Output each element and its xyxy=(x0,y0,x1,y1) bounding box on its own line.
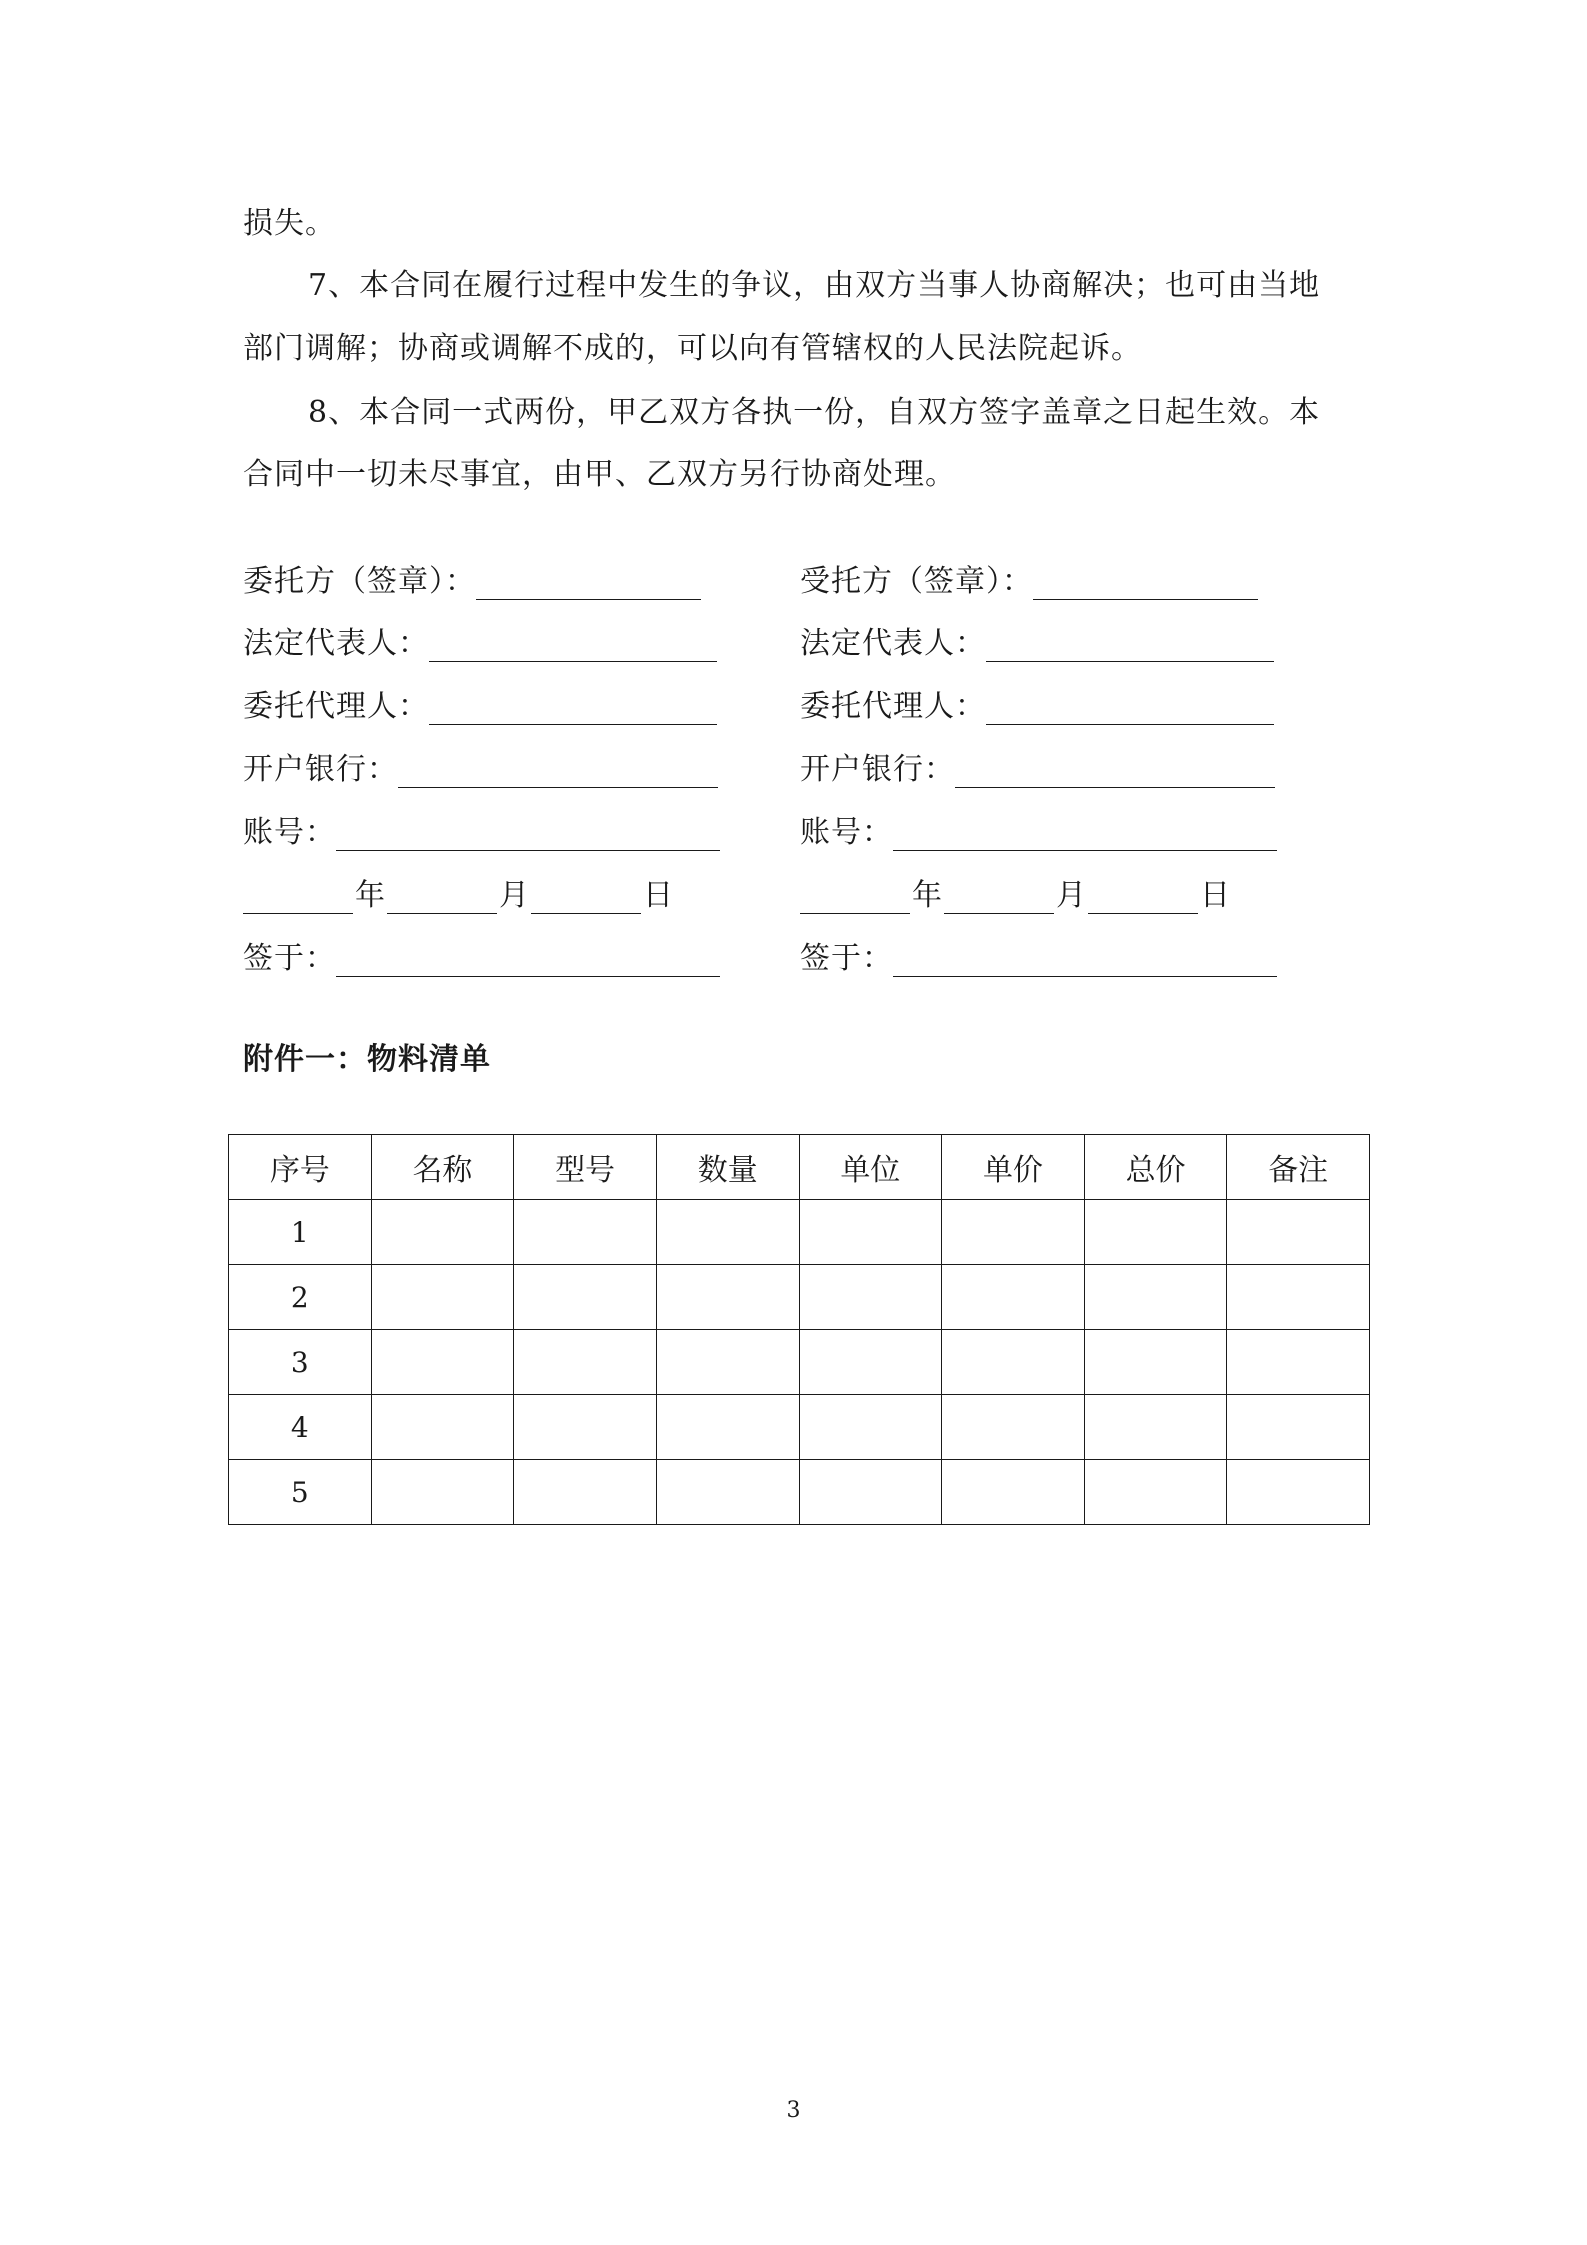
header-unit: 单位 xyxy=(799,1135,942,1200)
table-cell[interactable] xyxy=(371,1460,514,1525)
table-cell[interactable] xyxy=(514,1460,657,1525)
contractor-account-field xyxy=(800,815,1277,851)
page-number: 3 xyxy=(786,2098,801,2123)
attachment-title: 附件一：物料清单 xyxy=(243,1042,491,1077)
table-cell[interactable] xyxy=(656,1460,799,1525)
contractor-legal-rep-label: 法定代表人： xyxy=(800,626,986,661)
row-index-cell: 2 xyxy=(229,1265,372,1330)
client-agent-label: 委托代理人： xyxy=(243,689,429,724)
table-cell[interactable] xyxy=(1227,1200,1370,1265)
paragraph-line-2: 7、本合同在履行过程中发生的争议，由双方当事人协商解决；也可由当地 xyxy=(308,268,1321,303)
contractor-date-field xyxy=(800,878,1232,914)
client-agent-blank[interactable] xyxy=(429,694,717,725)
table-cell[interactable] xyxy=(1227,1395,1370,1460)
table-cell[interactable] xyxy=(514,1395,657,1460)
client-bank-label: 开户银行： xyxy=(243,752,398,787)
table-cell[interactable] xyxy=(371,1395,514,1460)
client-seal-blank[interactable] xyxy=(476,569,701,600)
materials-table xyxy=(228,1134,1370,1525)
day-unit: 日 xyxy=(1200,878,1230,913)
client-bank-blank[interactable] xyxy=(398,757,718,788)
header-model: 型号 xyxy=(514,1135,657,1200)
client-day-blank[interactable] xyxy=(531,883,641,914)
client-signed-at-field xyxy=(243,941,720,977)
client-agent-field xyxy=(243,689,717,725)
contractor-day-blank[interactable] xyxy=(1088,883,1198,914)
contractor-signed-at-label: 签于： xyxy=(800,941,893,976)
table-cell[interactable] xyxy=(1227,1460,1370,1525)
table-cell[interactable] xyxy=(656,1265,799,1330)
contractor-account-label: 账号： xyxy=(800,815,893,850)
contractor-signed-at-field xyxy=(800,941,1277,977)
client-seal-field xyxy=(243,564,701,600)
client-legal-rep-label: 法定代表人： xyxy=(243,626,429,661)
client-signed-at-blank[interactable] xyxy=(336,946,720,977)
table-cell[interactable] xyxy=(942,1265,1085,1330)
day-unit: 日 xyxy=(643,878,673,913)
table-cell[interactable] xyxy=(1084,1200,1227,1265)
table-cell[interactable] xyxy=(799,1265,942,1330)
contractor-year-blank[interactable] xyxy=(800,883,910,914)
year-unit: 年 xyxy=(912,878,942,913)
table-cell[interactable] xyxy=(1084,1330,1227,1395)
client-year-blank[interactable] xyxy=(243,883,353,914)
contractor-month-blank[interactable] xyxy=(944,883,1054,914)
month-unit: 月 xyxy=(499,878,529,913)
client-month-blank[interactable] xyxy=(387,883,497,914)
table-cell[interactable] xyxy=(514,1200,657,1265)
table-cell[interactable] xyxy=(1084,1460,1227,1525)
table-cell[interactable] xyxy=(1084,1265,1227,1330)
contractor-bank-label: 开户银行： xyxy=(800,752,955,787)
client-legal-rep-blank[interactable] xyxy=(429,631,717,662)
contractor-seal-label: 受托方（签章）： xyxy=(800,564,1033,599)
client-account-blank[interactable] xyxy=(336,820,720,851)
row-index-cell: 4 xyxy=(229,1395,372,1460)
client-account-label: 账号： xyxy=(243,815,336,850)
row-index-cell: 1 xyxy=(229,1200,372,1265)
table-cell[interactable] xyxy=(799,1395,942,1460)
table-cell[interactable] xyxy=(656,1330,799,1395)
contractor-seal-field xyxy=(800,564,1258,600)
paragraph-line-1: 损失。 xyxy=(243,206,336,241)
client-account-field xyxy=(243,815,720,851)
table-cell[interactable] xyxy=(942,1200,1085,1265)
header-name: 名称 xyxy=(371,1135,514,1200)
contractor-legal-rep-field xyxy=(800,626,1274,662)
header-quantity: 数量 xyxy=(656,1135,799,1200)
table-cell[interactable] xyxy=(1227,1265,1370,1330)
table-row xyxy=(229,1395,1370,1460)
contractor-agent-field xyxy=(800,689,1274,725)
row-index-cell: 3 xyxy=(229,1330,372,1395)
contractor-account-blank[interactable] xyxy=(893,820,1277,851)
table-cell[interactable] xyxy=(514,1330,657,1395)
table-row xyxy=(229,1200,1370,1265)
table-row xyxy=(229,1460,1370,1525)
header-remarks: 备注 xyxy=(1227,1135,1370,1200)
client-signed-at-label: 签于： xyxy=(243,941,336,976)
contractor-bank-field xyxy=(800,752,1275,788)
table-cell[interactable] xyxy=(656,1200,799,1265)
table-cell[interactable] xyxy=(942,1460,1085,1525)
contractor-agent-blank[interactable] xyxy=(986,694,1274,725)
row-index-cell: 5 xyxy=(229,1460,372,1525)
contractor-signed-at-blank[interactable] xyxy=(893,946,1277,977)
table-header-row xyxy=(229,1135,1370,1200)
table-cell[interactable] xyxy=(799,1330,942,1395)
table-cell[interactable] xyxy=(799,1460,942,1525)
paragraph-line-3: 部门调解；协商或调解不成的，可以向有管辖权的人民法院起诉。 xyxy=(243,331,1142,366)
header-total-price: 总价 xyxy=(1084,1135,1227,1200)
header-index: 序号 xyxy=(229,1135,372,1200)
table-row xyxy=(229,1265,1370,1330)
client-seal-label: 委托方（签章）： xyxy=(243,564,476,599)
table-cell[interactable] xyxy=(371,1330,514,1395)
contractor-agent-label: 委托代理人： xyxy=(800,689,986,724)
contractor-seal-blank[interactable] xyxy=(1033,569,1258,600)
contractor-legal-rep-blank[interactable] xyxy=(986,631,1274,662)
table-cell[interactable] xyxy=(1084,1395,1227,1460)
month-unit: 月 xyxy=(1056,878,1086,913)
client-bank-field xyxy=(243,752,718,788)
paragraph-line-5: 合同中一切未尽事宜，由甲、乙双方另行协商处理。 xyxy=(243,457,956,492)
table-cell[interactable] xyxy=(799,1200,942,1265)
table-cell[interactable] xyxy=(942,1395,1085,1460)
year-unit: 年 xyxy=(355,878,385,913)
client-legal-rep-field xyxy=(243,626,717,662)
client-date-field xyxy=(243,878,675,914)
table-cell[interactable] xyxy=(514,1265,657,1330)
table-cell[interactable] xyxy=(371,1200,514,1265)
table-cell[interactable] xyxy=(1227,1330,1370,1395)
contractor-bank-blank[interactable] xyxy=(955,757,1275,788)
table-row xyxy=(229,1330,1370,1395)
paragraph-line-4: 8、本合同一式两份，甲乙双方各执一份，自双方签字盖章之日起生效。本 xyxy=(308,395,1321,430)
table-cell[interactable] xyxy=(371,1265,514,1330)
header-unit-price: 单价 xyxy=(942,1135,1085,1200)
table-cell[interactable] xyxy=(656,1395,799,1460)
table-cell[interactable] xyxy=(942,1330,1085,1395)
